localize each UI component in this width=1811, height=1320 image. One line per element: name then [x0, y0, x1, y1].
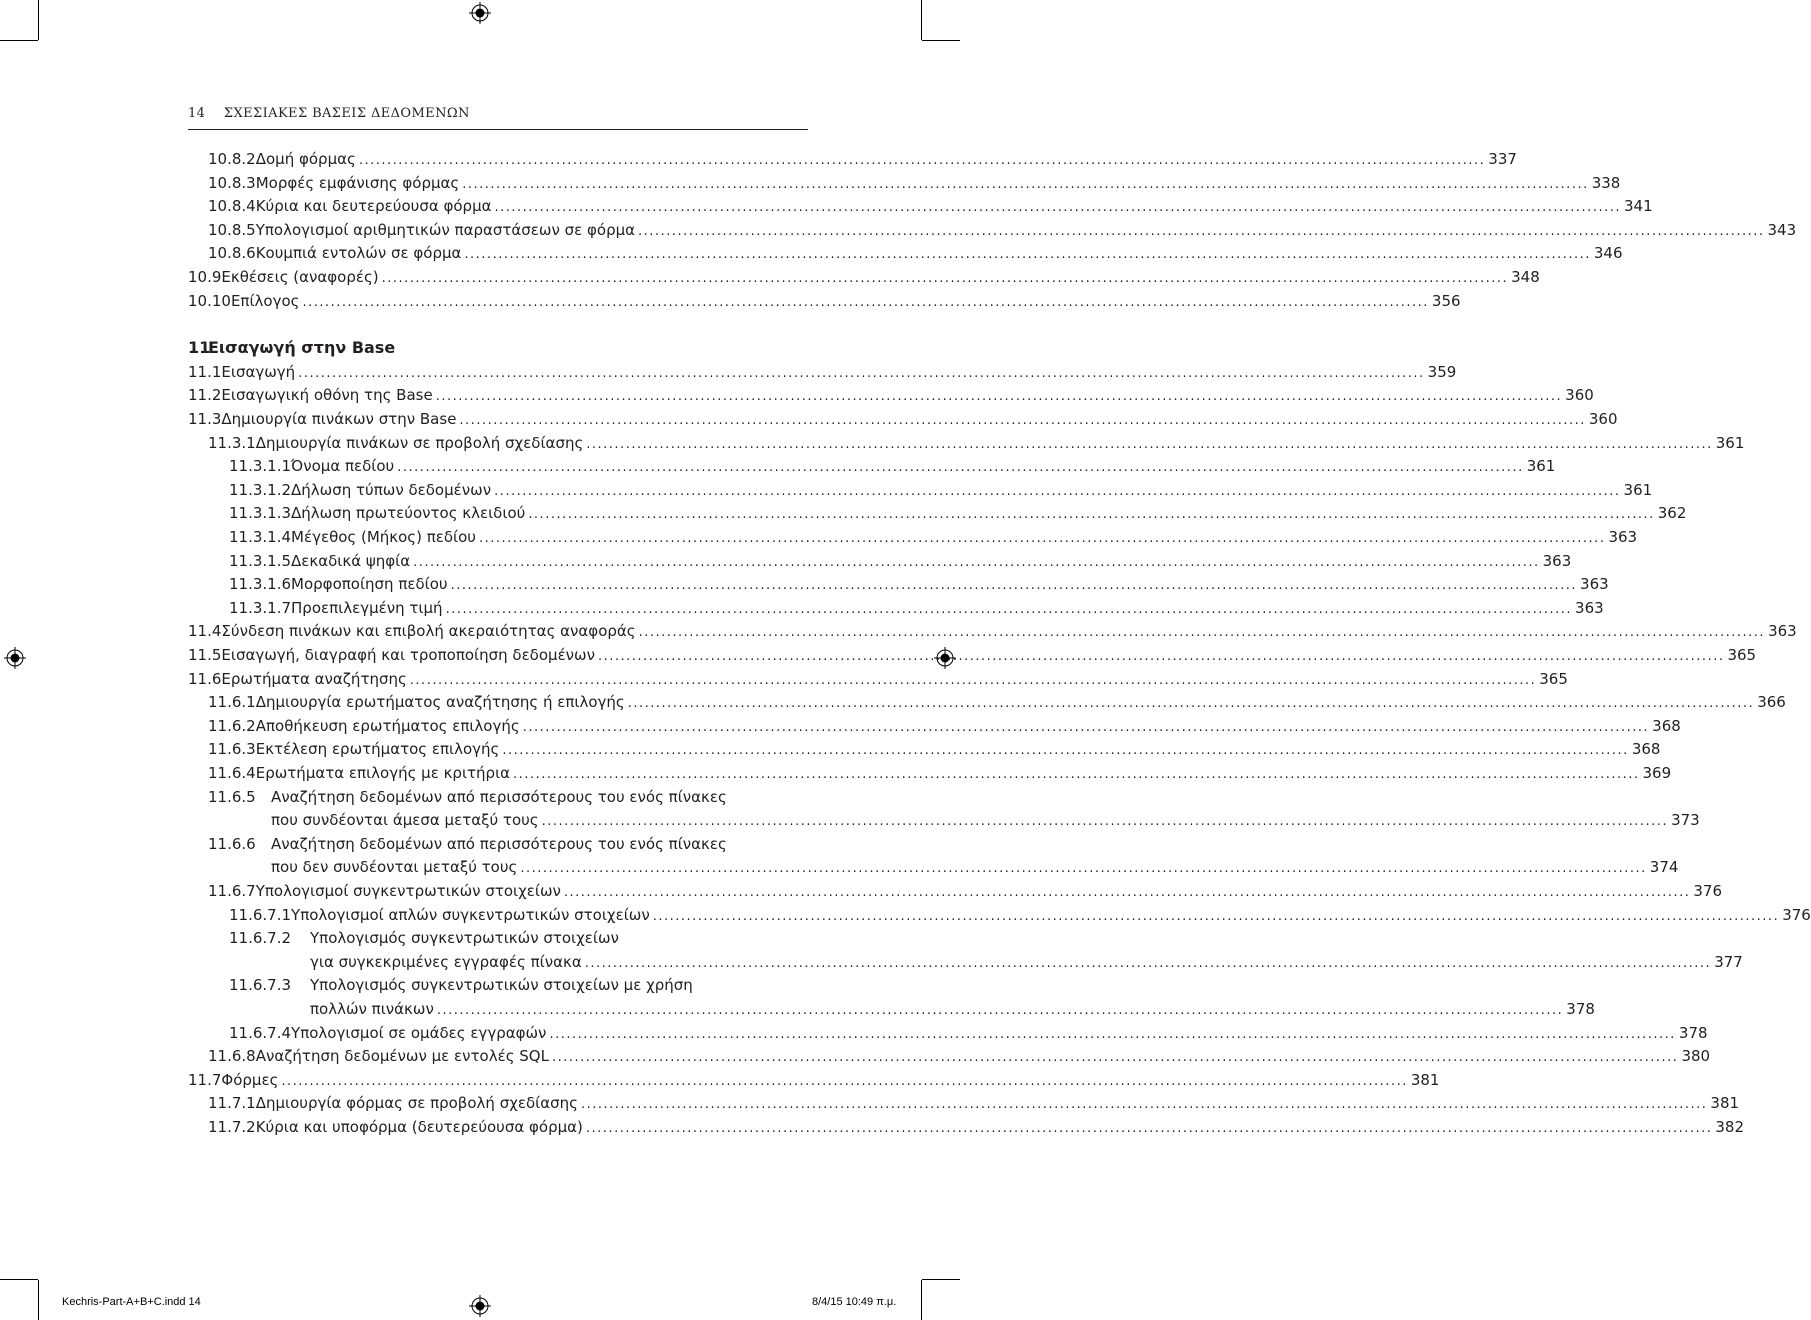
dot-leader: ........................................................................................................................................................................................................: [652, 908, 1780, 924]
dot-leader: ........................................................................................................................................................................................................: [445, 601, 1573, 617]
dot-leader: ........................................................................................................................................................................................................: [435, 389, 1563, 405]
toc-page-number: 377: [1714, 952, 1743, 971]
dot-leader: ........................................................................................................................................................................................................: [298, 365, 1425, 381]
toc-entry-title: Προεπιλεγμένη τιμή: [291, 598, 443, 617]
toc-page-number: 369: [1642, 764, 1672, 782]
toc-entry-number: 10.8.3: [208, 173, 256, 192]
toc-entry-title: Εισαγωγή, διαγραφή και τροποποίηση δεδομένων: [221, 646, 595, 664]
toc-entry-number: 11.6.7.1: [229, 905, 292, 924]
toc-entry: [188, 620, 1797, 642]
toc-entry: [229, 1022, 1708, 1044]
toc-entry-number: 11.6: [188, 669, 222, 688]
toc-entry-title: Αποθήκευση ερωτήματος επιλογής: [255, 716, 520, 735]
toc-entry-number: 11.3.1.3: [229, 504, 292, 523]
toc-entry: [229, 479, 1653, 501]
toc-page-number: 378: [1678, 1023, 1708, 1042]
toc-entry: [208, 880, 1723, 902]
toc-entry-title: Κύρια και δευτερεύουσα φόρμα: [255, 197, 492, 216]
toc-entry: [229, 550, 1572, 572]
toc-page-number: 361: [1526, 457, 1556, 476]
running-header: [188, 106, 808, 130]
dot-leader: ........................................................................................................................................................................................................: [302, 294, 1429, 310]
toc-entry: [208, 195, 1653, 217]
toc-entry-title: Δεκαδικά ψηφία: [291, 551, 411, 570]
toc-entry-title: Αναζήτηση δεδομένων με εντολές SQL: [255, 1047, 549, 1066]
toc-entry: [208, 172, 1621, 194]
registration-mark-icon: [469, 1295, 491, 1317]
dot-leader: ........................................................................................................................................................................................................: [381, 271, 1509, 286]
toc-entry-number: 11.6.5: [208, 787, 256, 806]
dot-leader: ........................................................................................................................................................................................................: [413, 554, 1540, 570]
chapter-heading: [188, 337, 809, 359]
dot-leader: ........................................................................................................................................................................................................: [528, 507, 1655, 523]
toc-page-number: 360: [1565, 386, 1594, 405]
toc-entry-title: Ερωτήματα επιλογής με κριτήρια: [255, 764, 511, 782]
toc-page-number: 376: [1782, 905, 1811, 924]
toc-entry: [188, 361, 1457, 383]
crop-mark: [921, 0, 922, 40]
running-title: ΣΧΕΣΙΑΚΕΣ ΒΑΣΕΙΣ ΔΕΔΟΜΕΝΩΝ: [223, 106, 470, 121]
dot-leader: ........................................................................................................................................................................................................: [541, 814, 1669, 830]
dot-leader: ........................................................................................................................................................................................................: [502, 743, 1629, 759]
toc-entry-title: Ερωτήματα αναζήτησης: [221, 669, 407, 688]
dot-leader: ........................................................................................................................................................................................................: [459, 413, 1586, 428]
toc-page-number: 380: [1681, 1047, 1711, 1066]
toc-entry: [188, 644, 1757, 666]
toc-entry-title: Εισαγωγική οθόνη της Base: [221, 386, 433, 405]
toc-entry: [188, 384, 1594, 406]
toc-page-number: 363: [1575, 598, 1604, 617]
toc-page-number: 363: [1542, 551, 1572, 570]
toc-entry-title: Εκτέλεση ερωτήματος επιλογής: [255, 740, 500, 759]
toc-entry-title: Όνομα πεδίου: [291, 457, 395, 476]
toc-entry-number: 10.9: [188, 268, 222, 286]
toc-page-number: 343: [1767, 220, 1797, 239]
toc-entry-number: 11.6.1: [208, 693, 256, 712]
toc-entry-number: 11.3.1.6: [229, 575, 292, 594]
toc-entry-title: Δομή φόρμας: [255, 150, 356, 168]
toc-entry: [208, 1045, 1711, 1067]
toc-entry-title: Αναζήτηση δεδομένων από περισσότερους του ενός πίνακες: [271, 834, 727, 853]
toc-entry-number: 10.8.5: [208, 220, 256, 239]
toc-entry: [208, 715, 1681, 737]
dot-leader: ........................................................................................................................................................................................................: [494, 483, 1621, 499]
toc-page-number: 365: [1727, 646, 1757, 664]
toc-entry-number: 10.10: [188, 291, 231, 310]
toc-entry-title: Μορφές εμφάνισης φόρμας: [255, 173, 460, 192]
dot-leader: ........................................................................................................................................................................................................: [494, 200, 1621, 216]
toc-entry: [188, 1069, 1440, 1091]
crop-mark: [922, 1279, 960, 1280]
crop-mark: [38, 0, 39, 40]
toc-entry-number: 10.8.6: [208, 244, 256, 263]
dot-leader: ........................................................................................................................................................................................................: [586, 436, 1713, 452]
dot-leader: ........................................................................................................................................................................................................: [464, 247, 1591, 263]
toc-page-number: 373: [1671, 811, 1700, 830]
toc-entry: [188, 290, 1461, 312]
toc-page-number: 363: [1768, 622, 1797, 641]
toc-entry: [208, 762, 1672, 784]
toc-entry-title: Υπολογισμοί αριθμητικών παραστάσεων σε φόρμα: [255, 220, 636, 239]
footer-file-name: Kechris-Part-A+B+C.indd 14: [62, 1296, 201, 1308]
dot-leader: ........................................................................................................................................................................................................: [462, 176, 1589, 192]
toc-entry: [208, 219, 1797, 241]
toc-page-number: 368: [1631, 740, 1661, 759]
toc-entry-title: Υπολογισμός συγκεντρωτικών στοιχείων: [310, 929, 619, 948]
toc-entry: [229, 974, 809, 996]
toc-entry-title: Εκθέσεις (αναφορές): [221, 268, 379, 286]
crop-mark: [0, 40, 38, 41]
toc-page-number: 365: [1539, 669, 1568, 688]
toc-page-number: 348: [1511, 268, 1540, 286]
toc-entry-title: που δεν συνδέονται μεταξύ τους: [271, 858, 518, 877]
dot-leader: ........................................................................................................................................................................................................: [522, 719, 1650, 735]
toc-entry: [229, 502, 1687, 524]
dot-leader: ........................................................................................................................................................................................................: [584, 955, 1712, 971]
toc-entry: [208, 833, 809, 855]
dot-leader: ........................................................................................................................................................................................................: [580, 1097, 1708, 1113]
toc-entry: [188, 266, 1540, 288]
toc-page-number: 381: [1410, 1070, 1440, 1089]
dot-leader: ........................................................................................................................................................................................................: [551, 1050, 1679, 1066]
dot-leader: ........................................................................................................................................................................................................: [585, 1121, 1713, 1136]
toc-entry-title: για συγκεκριμένες εγγραφές πίνακα: [310, 952, 582, 971]
dot-leader: ........................................................................................................................................................................................................: [358, 153, 1486, 168]
toc-entry: [229, 526, 1638, 548]
toc-entry: [229, 597, 1604, 619]
toc-entry-number: 11.6.8: [208, 1047, 256, 1066]
dot-leader: ........................................................................................................................................................................................................: [598, 649, 1725, 664]
toc-page-number: 363: [1608, 528, 1638, 546]
toc-entry-title: Δημιουργία πινάκων στην Base: [221, 410, 457, 428]
footer-date: 8/4/15 10:49 π.μ.: [812, 1296, 897, 1308]
dot-leader: ........................................................................................................................................................................................................: [520, 861, 1647, 877]
toc-page-number: 378: [1566, 1000, 1595, 1018]
toc-entry-number: 11.3.1.7: [229, 598, 292, 617]
toc-entry-number: 11.3.1.1: [229, 457, 292, 476]
toc-entry-number: 11.6.2: [208, 716, 256, 735]
toc-entry-title: Εισαγωγή στην Base: [208, 338, 396, 358]
toc-entry-title: Υπολογισμοί σε ομάδες εγγραφών: [291, 1023, 547, 1042]
toc-page-number: 361: [1715, 433, 1745, 452]
toc-entry: [310, 951, 1743, 973]
toc-entry: [208, 1092, 1740, 1114]
toc-entry-title: Δημιουργία πινάκων σε προβολή σχεδίασης: [255, 433, 584, 452]
toc-entry-title: Εισαγωγή: [221, 362, 296, 381]
toc-page-number: 382: [1715, 1118, 1745, 1136]
toc-entry-title: Δήλωση τύπων δεδομένων: [291, 480, 492, 499]
toc-entry-title: πολλών πινάκων: [310, 1000, 434, 1018]
page-number: 14: [188, 106, 206, 121]
dot-leader: ........................................................................................................................................................................................................: [450, 578, 1578, 594]
toc-entry-title: Δημιουργία φόρμας σε προβολή σχεδίασης: [255, 1094, 578, 1113]
toc-entry: [208, 148, 1517, 170]
toc-entry: [188, 408, 1618, 430]
toc-entry-number: 11.7.2: [208, 1118, 256, 1136]
toc-entry-number: 11.3.1: [208, 433, 256, 452]
toc-page-number: 363: [1580, 575, 1609, 594]
toc-entry-number: 11.5: [188, 646, 222, 664]
toc-page-number: 337: [1488, 150, 1517, 168]
toc-page-number: 361: [1623, 480, 1653, 499]
toc-entry: [271, 856, 1679, 878]
dot-leader: ........................................................................................................................................................................................................: [436, 1003, 1564, 1018]
toc-page-number: 362: [1657, 504, 1687, 523]
toc-entry-title: Αναζήτηση δεδομένων από περισσότερους του ενός πίνακες: [271, 787, 727, 806]
dot-leader: ........................................................................................................................................................................................................: [513, 767, 1640, 782]
toc-entry: [229, 455, 1556, 477]
crop-mark: [922, 40, 960, 41]
crop-mark: [0, 1279, 38, 1280]
toc-entry: [208, 432, 1745, 454]
toc-entry-number: 10.8.2: [208, 150, 256, 168]
toc-entry-title: Δημιουργία ερωτήματος αναζήτησης ή επιλογής: [255, 693, 625, 712]
toc-entry-number: 11.3.1.2: [229, 480, 292, 499]
toc-page-number: 360: [1588, 410, 1618, 428]
toc-entry-number: 11.6.7.3: [229, 976, 292, 995]
crop-mark: [921, 1280, 922, 1320]
toc-entry-number: 11.6.4: [208, 764, 256, 782]
toc-entry-title: Μέγεθος (Μήκος) πεδίου: [291, 528, 476, 546]
toc-entry: [188, 668, 1568, 690]
toc-entry-title: Δήλωση πρωτεύοντος κλειδιού: [291, 504, 526, 523]
toc-page-number: 341: [1623, 197, 1653, 216]
toc-entry-title: Μορφοποίηση πεδίου: [291, 575, 448, 594]
dot-leader: ........................................................................................................................................................................................................: [638, 223, 1765, 239]
toc-entry-number: 11.1: [188, 362, 222, 381]
toc-entry: [208, 786, 809, 808]
toc-page-number: 381: [1710, 1094, 1740, 1113]
toc-page-number: 356: [1431, 291, 1461, 310]
dot-leader: ........................................................................................................................................................................................................: [563, 885, 1691, 900]
toc-entry-title: Κουμπιά εντολών σε φόρμα: [255, 244, 462, 263]
toc-page-number: 376: [1693, 882, 1723, 900]
toc-entry: [229, 904, 1811, 926]
toc-entry: [208, 738, 1661, 760]
dot-leader: ........................................................................................................................................................................................................: [281, 1073, 1408, 1089]
toc-page-number: 374: [1649, 858, 1679, 877]
toc-entry-number: 11.6.7: [208, 882, 256, 900]
toc-page-number: 359: [1427, 362, 1457, 381]
toc-entry-number: 11.4: [188, 622, 222, 641]
toc-entry-number: 11.3.1.4: [229, 528, 292, 546]
toc-entry-number: 11.3: [188, 410, 222, 428]
toc-entry-number: 11.7: [188, 1070, 222, 1089]
toc-entry: [208, 242, 1623, 264]
toc-entry: [229, 927, 809, 949]
toc-entry-number: 11.6.7.2: [229, 929, 292, 948]
dot-leader: ........................................................................................................................................................................................................: [638, 625, 1766, 641]
toc-entry-number: 11.7.1: [208, 1094, 256, 1113]
toc-entry-title: Υπολογισμός συγκεντρωτικών στοιχείων με χρήση: [310, 976, 693, 995]
toc-entry-number: 11.3.1.5: [229, 551, 292, 570]
toc-entry-number: 11.6.3: [208, 740, 256, 759]
registration-mark-icon: [4, 647, 26, 669]
crop-mark: [38, 1280, 39, 1320]
toc-entry-title: Επίλογος: [230, 291, 300, 310]
dot-leader: ........................................................................................................................................................................................................: [549, 1026, 1676, 1042]
dot-leader: ........................................................................................................................................................................................................: [627, 696, 1755, 712]
dot-leader: ........................................................................................................................................................................................................: [478, 531, 1606, 546]
toc-entry-number: 11: [188, 338, 211, 358]
toc-entry-title: Κύρια και υποφόρμα (δευτερεύουσα φόρμα): [255, 1118, 583, 1136]
toc-page-number: 366: [1757, 693, 1786, 712]
toc-entry-title: που συνδέονται άμεσα μεταξύ τους: [271, 811, 539, 830]
toc-page-number: 346: [1593, 244, 1623, 263]
dot-leader: ........................................................................................................................................................................................................: [397, 460, 1524, 476]
toc-entry-title: Υπολογισμοί συγκεντρωτικών στοιχείων: [255, 882, 561, 900]
toc-entry-title: Φόρμες: [221, 1070, 279, 1089]
toc-entry: [310, 998, 1595, 1020]
toc-entry-title: Υπολογισμοί απλών συγκεντρωτικών στοιχείων: [291, 905, 650, 924]
toc-entry-number: 11.6.7.4: [229, 1023, 292, 1042]
toc-entry-number: 11.6.6: [208, 834, 256, 853]
toc-entry: [229, 573, 1609, 595]
toc-entry: [208, 691, 1786, 713]
toc-entry-number: 10.8.4: [208, 197, 256, 216]
toc-page-number: 338: [1591, 173, 1621, 192]
toc-entry: [208, 1116, 1745, 1138]
registration-mark-icon: [469, 2, 491, 24]
toc-entry-title: Σύνδεση πινάκων και επιβολή ακεραιότητας αναφοράς: [221, 622, 636, 641]
toc-page-number: 368: [1652, 716, 1681, 735]
toc-entry: [271, 809, 1700, 831]
toc-entry-number: 11.2: [188, 386, 222, 405]
dot-leader: ........................................................................................................................................................................................................: [409, 672, 1537, 688]
